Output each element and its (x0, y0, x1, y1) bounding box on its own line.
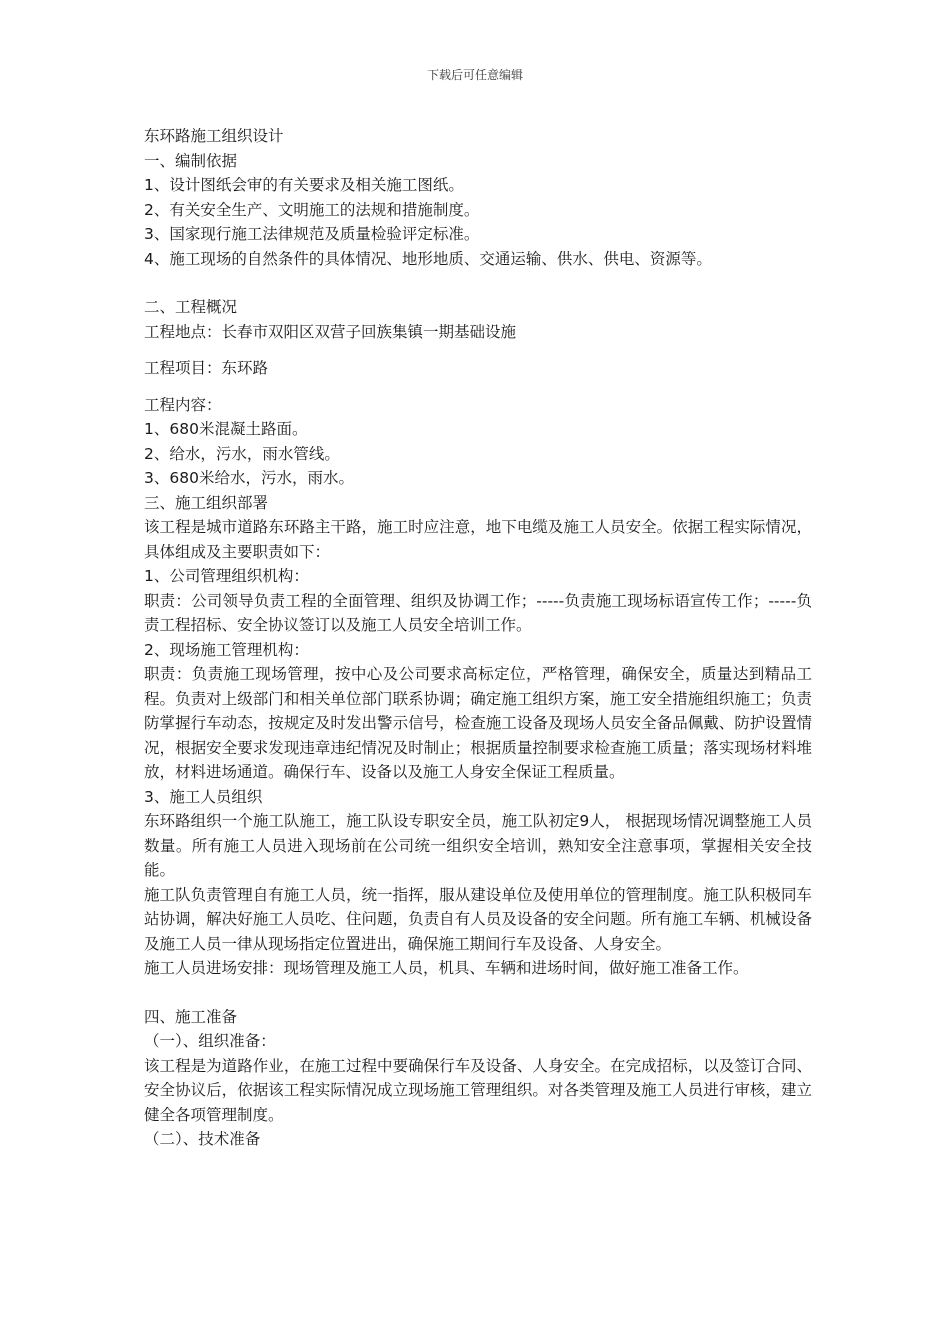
subsection-title: （一）、组织准备： (144, 1032, 276, 1050)
paragraph: 职责：负责施工现场管理，按中心及公司要求高标定位，严格管理，确保安全，质量达到精品工程。负责对上级部门和相关单位部门联系协调；确定施工组织方案，施工安全措施组织施工；负责防掌握行车动态，按规定及时发出警示信号，检查施工设备及现场人员安全备品佩戴、防护设置情况，根据安全要求发现违章违纪情况及时制止；根据质量控制要求检查施工质量；落实现场材料堆放，材料进场通道。确保行车、设备以及施工人身安全保证工程质量。 (144, 665, 812, 781)
paragraph: 东环路组织一个施工队施工，施工队设专职安全员，施工队初定9人， 根据现场情况调整施工人员数量。所有施工人员进入现场前在公司统一组织安全培训，熟知安全注意事项，掌握相关安全技能。 (144, 812, 812, 879)
doc-title: 东环路施工组织设计 (144, 127, 284, 145)
list-item: 4、施工现场的自然条件的具体情况、地形地质、交通运输、供水、供电、资源等。 (144, 249, 712, 268)
list-item: 3、680米给水，污水，雨水。 (144, 469, 354, 487)
project-content-label: 工程内容： (144, 395, 222, 414)
section-4-heading: 四、施工准备 (144, 1007, 238, 1026)
page-header: 下载后可任意编辑 (426, 68, 523, 82)
section-1-heading: 一、编制依据 (144, 151, 238, 170)
paragraph: 该工程是为道路作业，在施工过程中要确保行车及设备、人身安全。在完成招标，以及签订合同、安全协议后，依据该工程实际情况成立现场施工管理组织。对各类管理及施工人员进行审核，建立健全各项管理制度。 (144, 1056, 812, 1124)
list-item: 3、国家现行施工法律规范及质量检验评定标准。 (144, 225, 480, 243)
paragraph: 职责：公司领导负责工程的全面管理、组织及协调工作；-----负责施工现场标语宣传工作；-----负责工程招标、安全协议签订以及施工人员安全培训工作。 (144, 591, 812, 634)
list-item: 1、设计图纸会审的有关要求及相关施工图纸。 (144, 176, 464, 194)
subsection-title: 1、公司管理组织机构： (144, 567, 309, 585)
project-location: 工程地点：长春市双阳区双营子回族集镇一期基础设施 (144, 322, 517, 341)
list-item: 2、有关安全生产、文明施工的法规和措施制度。 (144, 200, 480, 219)
paragraph: 施工队负责管理自有施工人员，统一指挥，服从建设单位及使用单位的管理制度。施工队积极同车站协调，解决好施工人员吃、住问题，负责自有人员及设备的安全问题。所有施工车辆、机械设备及施工人员一律从现场指定位置进出，确保施工期间行车及设备、人身安全。 (144, 885, 812, 953)
project-name: 工程项目：东环路 (144, 359, 269, 377)
section-3-heading: 三、施工组织部署 (144, 493, 269, 512)
list-item: 1、680米混凝土路面。 (144, 420, 308, 438)
subsection-title: （二）、技术准备 (144, 1130, 261, 1148)
list-item: 2、给水，污水，雨水管线。 (144, 444, 340, 463)
paragraph: 施工人员进场安排：现场管理及施工人员，机具、车辆和进场时间，做好施工准备工作。 (144, 959, 749, 977)
paragraph: 该工程是城市道路东环路主干路，施工时应注意，地下电缆及施工人员安全。依据工程实际情况，具体组成及主要职责如下： (144, 518, 812, 561)
document-body (144, 124, 812, 1152)
subsection-title: 2、现场施工管理机构： (144, 640, 309, 659)
section-2-heading: 二、工程概况 (144, 298, 238, 316)
subsection-title: 3、施工人员组织 (144, 787, 263, 806)
